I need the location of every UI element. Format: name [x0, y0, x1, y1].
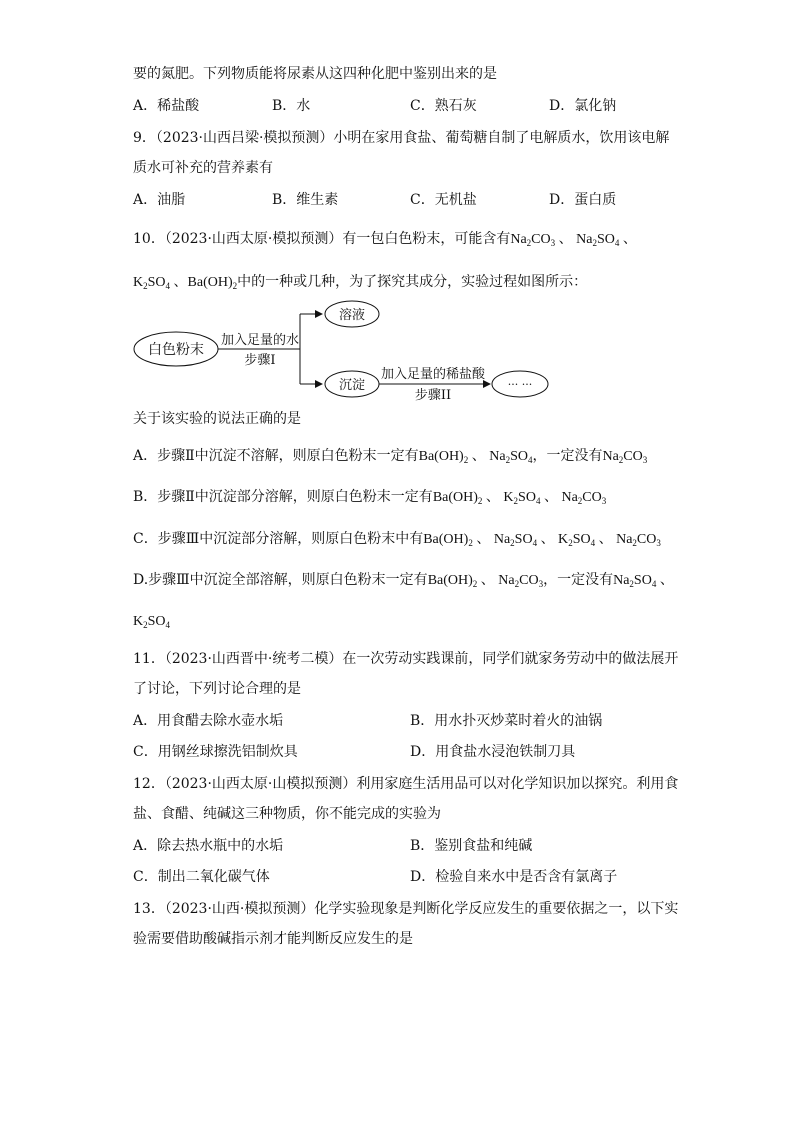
q9-option-b: B．维生素 — [272, 192, 339, 208]
q12-stem-line1: 12．（2023·山西太原·山模拟预测）利用家庭生活用品可以对化学知识加以探究。利用食 — [133, 776, 679, 792]
q8-stem-line: 要的氮肥。下列物质能将尿素从这四种化肥中鉴别出来的是 — [133, 66, 497, 82]
q11-option-c: C．用钢丝球擦洗铝制炊具 — [133, 744, 298, 760]
q11-stem-line2: 了讨论，下列讨论合理的是 — [133, 681, 301, 697]
q10-option-d-mid: ，一定没有 — [543, 572, 614, 588]
q10-stem-prefix: 10．（2023·山西太原·模拟预测）有一包白色粉末，可能含有 — [133, 231, 511, 247]
q10-option-c-text: C．步骤Ⅲ中沉淀部分溶解，则原白色粉末中有 — [133, 531, 424, 547]
q10-option-d: D.步骤Ⅲ中沉淀全部溶解，则原白色粉末一定有$Ba(OH)_2$ 、 $Na_2CO_3$，一定没有$Na_2SO_4$ 、 — [133, 572, 674, 589]
q10-flow-diagram — [130, 296, 550, 406]
q13-stem-line2: 验需要借助酸碱指示剂才能判断反应发生的是 — [133, 931, 413, 947]
q10-solution-text: 溶液 — [338, 308, 366, 323]
q10-result-text: ··· ··· — [507, 378, 533, 391]
q10-step1-label: 加入足量的水 — [220, 333, 300, 348]
q10-question-stem: 关于该实验的说法正确的是 — [133, 411, 301, 427]
q10-step1-name: 步骤I — [244, 353, 276, 368]
q9-stem-line1: 9．（2023·山西吕梁·模拟预测）小明在家用食盐、葡萄糖自制了电解质水，饮用该电解 — [133, 130, 670, 146]
q12-option-c: C．制出二氧化碳气体 — [133, 869, 270, 885]
q10-step2-label: 加入足量的稀盐酸 — [380, 367, 486, 382]
q10-option-d-cont: $K_2SO_4$ — [133, 614, 171, 630]
q10-option-b: B．步骤Ⅱ中沉淀部分溶解，则原白色粉末一定有$Ba(OH)_2$ 、 $K_2SO_4$ 、 $Na_2CO_3$ — [133, 489, 607, 506]
q11-option-b: B．用水扑灭炒菜时着火的油锅 — [410, 713, 603, 729]
q10-option-a-text: A．步骤Ⅱ中沉淀不溶解，则原白色粉末一定有 — [133, 448, 419, 464]
q12-option-d: D．检验自来水中是否含有氯离子 — [410, 869, 618, 885]
q10-option-c: C．步骤Ⅲ中沉淀部分溶解，则原白色粉末中有$Ba(OH)_2$ 、 $Na_2SO_4$ 、 $K_2SO_4$ 、 $Na_2CO_3$ — [133, 531, 661, 548]
q10-option-b-text: B．步骤Ⅱ中沉淀部分溶解，则原白色粉末一定有 — [133, 489, 433, 505]
q11-option-d: D．用食盐水浸泡铁制刀具 — [410, 744, 576, 760]
q12-option-b: B．鉴别食盐和纯碱 — [410, 838, 533, 854]
q10-branch-lines — [218, 314, 300, 384]
q10-stem-line1: 10．（2023·山西太原·模拟预测）有一包白色粉末，可能含有$Na_2CO_3$ 、 $Na_2SO_4$ 、 — [133, 231, 637, 248]
q10-option-a: A．步骤Ⅱ中沉淀不溶解，则原白色粉末一定有$Ba(OH)_2$ 、 $Na_2SO_4$，一定没有$Na_2CO_3$ — [133, 448, 648, 465]
q9-option-c: C．无机盐 — [410, 192, 477, 208]
q10-option-a-mid: ，一定没有 — [532, 448, 603, 464]
q9-stem-line2: 质水可补充的营养素有 — [133, 160, 273, 176]
q10-step2-name: 步骤II — [414, 388, 452, 403]
q11-option-a: A．用食醋去除水壶水垢 — [133, 713, 284, 729]
q10-stem-suffix: 中的一种或几种，为了探究其成分，实验过程如图所示： — [237, 274, 588, 290]
q10-precipitate-text: 沉淀 — [338, 378, 366, 393]
q8-option-b: B．水 — [272, 98, 311, 114]
q8-option-a: A．稀盐酸 — [133, 98, 200, 114]
q13-stem-line1: 13．（2023·山西·模拟预测）化学实验现象是判断化学反应发生的重要依据之一，以下实 — [133, 901, 679, 917]
q10-option-d-text: D.步骤Ⅲ中沉淀全部溶解，则原白色粉末一定有 — [133, 572, 428, 588]
q11-stem-line1: 11．（2023·山西晋中·统考二模）在一次劳动实践课前，同学们就家务劳动中的做法展开 — [133, 651, 679, 667]
q10-start-text: 白色粉末 — [148, 342, 204, 358]
q12-stem-line2: 盐、食醋、纯碱这三种物质，你不能完成的实验为 — [133, 806, 441, 822]
q9-option-a: A．油脂 — [133, 192, 186, 208]
q8-option-d: D．氯化钠 — [549, 98, 617, 114]
q10-stem-line2: $K_2SO_4$ 、$Ba(OH)_2$中的一种或几种，为了探究其成分，实验过程如图所示： — [133, 274, 588, 291]
q12-option-a: A．除去热水瓶中的水垢 — [133, 838, 284, 854]
q9-option-d: D．蛋白质 — [549, 192, 617, 208]
q8-option-c: C．熟石灰 — [410, 98, 477, 114]
